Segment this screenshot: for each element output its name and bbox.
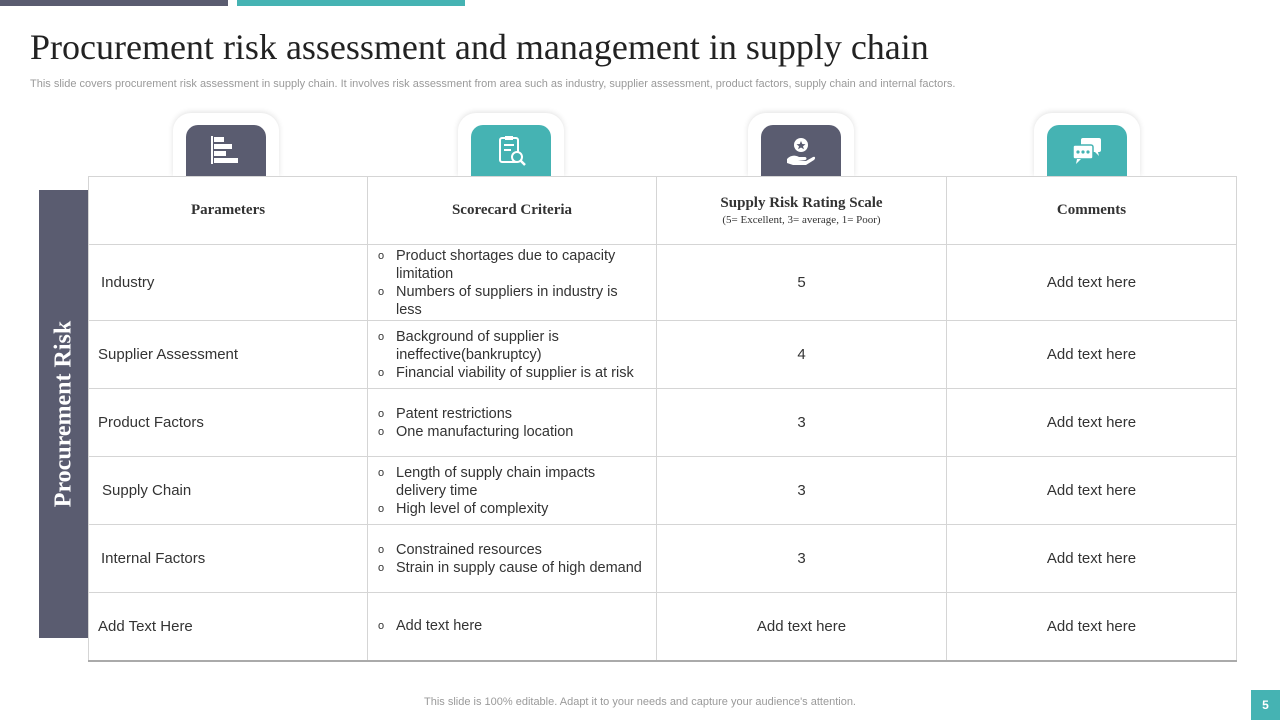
criteria-item: o Length of supply chain impacts delivery time <box>378 464 646 500</box>
clipboard-search-icon <box>471 125 551 177</box>
row-parameter: Supplier Assessment <box>89 321 368 389</box>
row-parameter: Internal Factors <box>89 525 368 593</box>
row-criteria <box>368 457 657 525</box>
criteria-item: o Strain in supply cause of high demand <box>378 559 646 577</box>
criteria-item: o Numbers of suppliers in industry is less <box>378 283 646 319</box>
row-parameter: Industry <box>89 245 368 321</box>
table-row <box>89 457 1237 525</box>
criteria-item: o Constrained resources <box>378 541 646 559</box>
row-rating: 3 <box>657 389 947 457</box>
slide-subtitle: This slide covers procurement risk assessment in supply chain. It involves risk assessment from area such as industry, supplier assessment, product factors, supply chain and internal factors. <box>30 78 956 90</box>
icon-holder-comments <box>1034 113 1140 177</box>
criteria-item: o Background of supplier is ineffective(bankruptcy) <box>378 328 646 364</box>
top-accent-bar-teal <box>237 0 465 6</box>
criteria-item: o Financial viability of supplier is at risk <box>378 364 646 382</box>
table-row <box>89 593 1237 661</box>
slide-footer: This slide is 100% editable. Adapt it to your needs and capture your audience's attention. <box>424 696 856 708</box>
row-parameter[interactable]: Add Text Here <box>89 593 368 661</box>
row-comment[interactable]: Add text here <box>947 389 1237 457</box>
row-criteria <box>368 593 657 661</box>
chat-bubbles-icon <box>1047 125 1127 177</box>
header-criteria: Scorecard Criteria <box>368 177 657 245</box>
header-parameters: Parameters <box>89 177 368 245</box>
criteria-item[interactable]: o Add text here <box>378 617 646 635</box>
table-header-row <box>89 177 1237 245</box>
table-row <box>89 245 1237 321</box>
header-rating-title: Supply Risk Rating Scale <box>720 195 883 211</box>
row-rating: 5 <box>657 245 947 321</box>
page-number: 5 <box>1251 690 1280 720</box>
bar-chart-icon <box>186 125 266 177</box>
row-rating: 4 <box>657 321 947 389</box>
criteria-item: o High level of complexity <box>378 500 646 518</box>
row-comment[interactable]: Add text here <box>947 457 1237 525</box>
row-parameter: Product Factors <box>89 389 368 457</box>
criteria-item: o Patent restrictions <box>378 405 646 423</box>
icon-holder-parameters <box>173 113 279 177</box>
row-rating: 3 <box>657 525 947 593</box>
table-row <box>89 525 1237 593</box>
icon-holder-criteria <box>458 113 564 177</box>
icon-holder-rating <box>748 113 854 177</box>
hand-with-badge-icon <box>761 125 841 177</box>
side-label: Procurement Risk <box>50 320 76 508</box>
row-criteria <box>368 245 657 321</box>
slide-title: Procurement risk assessment and management in supply chain <box>30 27 929 67</box>
header-rating <box>657 177 947 245</box>
row-criteria <box>368 525 657 593</box>
row-parameter: Supply Chain <box>89 457 368 525</box>
row-criteria <box>368 389 657 457</box>
criteria-item: o Product shortages due to capacity limitation <box>378 247 646 283</box>
header-rating-subtitle: (5= Excellent, 3= average, 1= Poor) <box>722 214 881 226</box>
row-comment[interactable]: Add text here <box>947 245 1237 321</box>
row-comment[interactable]: Add text here <box>947 593 1237 661</box>
side-band <box>39 190 88 638</box>
top-accent-bar-dark <box>0 0 228 6</box>
criteria-item: o One manufacturing location <box>378 423 646 441</box>
row-comment[interactable]: Add text here <box>947 525 1237 593</box>
row-rating[interactable]: Add text here <box>657 593 947 661</box>
row-criteria <box>368 321 657 389</box>
risk-table <box>88 176 1237 662</box>
row-comment[interactable]: Add text here <box>947 321 1237 389</box>
table-row <box>89 321 1237 389</box>
table-row <box>89 389 1237 457</box>
row-rating: 3 <box>657 457 947 525</box>
header-comments: Comments <box>947 177 1237 245</box>
